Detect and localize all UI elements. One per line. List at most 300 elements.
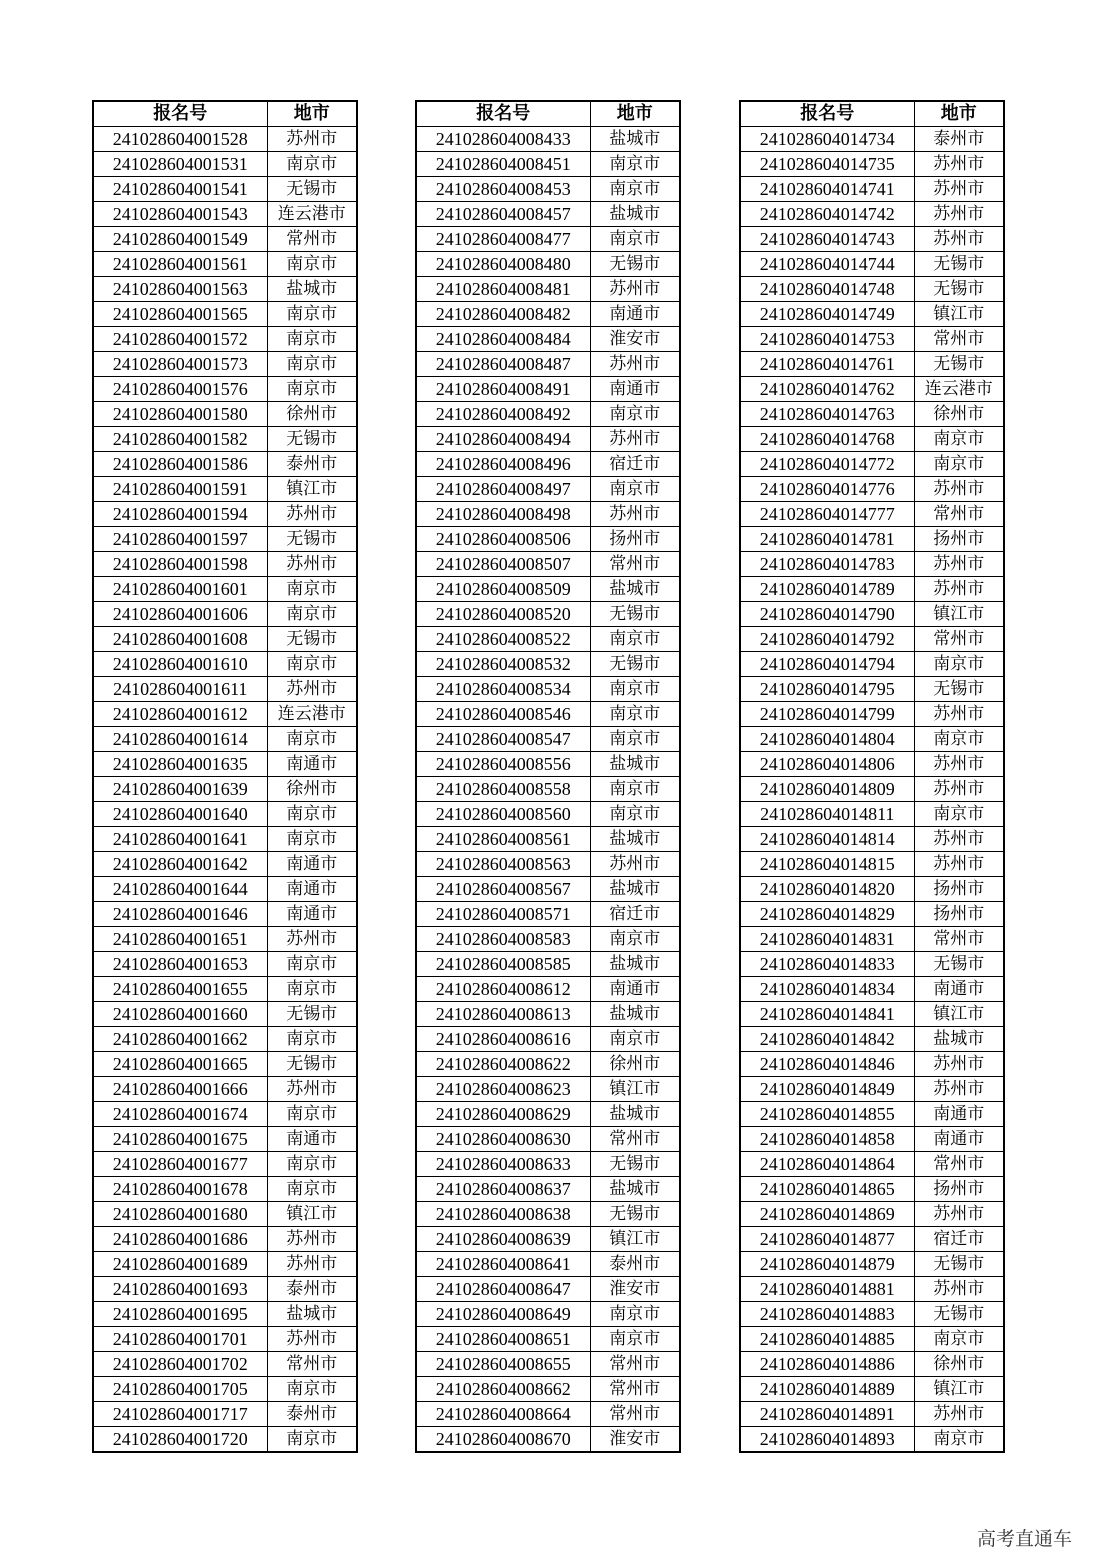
table-row [740,752,1004,777]
registration-number: 241028604014809 [740,777,914,802]
registration-number: 241028604001665 [93,1052,267,1077]
table-row [416,802,680,827]
table-row [740,952,1004,977]
registration-number: 241028604001680 [93,1202,267,1227]
table-row [740,1177,1004,1202]
table-row [416,1227,680,1252]
table-row [416,902,680,927]
table-row [740,1002,1004,1027]
city-cell: 淮安市 [590,327,680,352]
registration-number: 241028604008637 [416,1177,590,1202]
table-row [416,427,680,452]
roster-table-3 [739,100,1005,1453]
table-row [416,1302,680,1327]
registration-number: 241028604001580 [93,402,267,427]
registration-number: 241028604014806 [740,752,914,777]
table-row [740,777,1004,802]
registration-number: 241028604001572 [93,327,267,352]
city-cell: 南京市 [590,227,680,252]
registration-number: 241028604008670 [416,1427,590,1453]
city-cell: 苏州市 [914,552,1004,577]
table-row [416,852,680,877]
city-cell: 南京市 [267,1427,357,1453]
table-row [416,777,680,802]
registration-number: 241028604008639 [416,1227,590,1252]
city-cell: 南京市 [914,652,1004,677]
table-row [93,1027,357,1052]
city-cell: 常州市 [590,1377,680,1402]
city-cell: 无锡市 [267,627,357,652]
city-cell: 南京市 [914,1327,1004,1352]
registration-number: 241028604001695 [93,1302,267,1327]
registration-number: 241028604014743 [740,227,914,252]
table-row [416,577,680,602]
registration-number: 241028604001701 [93,1327,267,1352]
roster-table-1 [92,100,358,1453]
registration-number: 241028604014741 [740,177,914,202]
registration-number: 241028604008481 [416,277,590,302]
registration-number: 241028604008433 [416,127,590,152]
table-row [416,152,680,177]
registration-number: 241028604014763 [740,402,914,427]
registration-number: 241028604008496 [416,452,590,477]
city-cell: 无锡市 [267,1052,357,1077]
registration-number: 241028604001614 [93,727,267,752]
table-row [93,1427,357,1453]
city-cell: 苏州市 [914,1402,1004,1427]
city-cell: 徐州市 [267,777,357,802]
registration-number: 241028604014893 [740,1427,914,1453]
registration-number: 241028604001635 [93,752,267,777]
registration-number: 241028604014811 [740,802,914,827]
city-cell: 苏州市 [914,1277,1004,1302]
city-cell: 无锡市 [914,352,1004,377]
table-row [93,702,357,727]
registration-number: 241028604008497 [416,477,590,502]
registration-number: 241028604008477 [416,227,590,252]
table-row [740,227,1004,252]
registration-number: 241028604014865 [740,1177,914,1202]
registration-number: 241028604001686 [93,1227,267,1252]
city-cell: 苏州市 [914,777,1004,802]
city-cell: 泰州市 [267,452,357,477]
city-cell: 苏州市 [914,1077,1004,1102]
registration-number: 241028604001531 [93,152,267,177]
table-row [93,852,357,877]
registration-number: 241028604001693 [93,1277,267,1302]
table-row [740,277,1004,302]
table-row [416,602,680,627]
city-cell: 南京市 [914,1427,1004,1453]
city-cell: 苏州市 [914,752,1004,777]
table-row [740,1352,1004,1377]
city-cell: 南京市 [267,327,357,352]
city-cell: 南京市 [267,577,357,602]
table-row [740,477,1004,502]
city-cell: 南京市 [267,1102,357,1127]
registration-number: 241028604008623 [416,1077,590,1102]
table-row [416,702,680,727]
table-row [93,277,357,302]
city-cell: 南京市 [267,827,357,852]
header-city: 地市 [590,101,680,127]
city-cell: 南京市 [267,377,357,402]
table-row [740,702,1004,727]
registration-number: 241028604014849 [740,1077,914,1102]
registration-number: 241028604001598 [93,552,267,577]
registration-number: 241028604001597 [93,527,267,552]
table-row [93,777,357,802]
table-row [740,127,1004,152]
city-cell: 南京市 [267,1377,357,1402]
table-row [93,1402,357,1427]
table-row [416,1027,680,1052]
city-cell: 泰州市 [590,1252,680,1277]
city-cell: 徐州市 [590,1052,680,1077]
registration-number: 241028604014795 [740,677,914,702]
table-row [740,1027,1004,1052]
header-id: 报名号 [740,101,914,127]
header-city: 地市 [914,101,1004,127]
table-row [416,877,680,902]
table-row [740,852,1004,877]
city-cell: 南通市 [267,877,357,902]
city-cell: 无锡市 [590,252,680,277]
city-cell: 盐城市 [267,1302,357,1327]
city-cell: 苏州市 [914,1052,1004,1077]
city-cell: 徐州市 [267,402,357,427]
city-cell: 无锡市 [590,602,680,627]
table-row [93,1002,357,1027]
city-cell: 宿迁市 [590,902,680,927]
city-cell: 镇江市 [590,1077,680,1102]
table-row [416,402,680,427]
registration-number: 241028604008558 [416,777,590,802]
city-cell: 无锡市 [914,1252,1004,1277]
registration-number: 241028604001549 [93,227,267,252]
registration-number: 241028604008612 [416,977,590,1002]
table-row [740,1102,1004,1127]
registration-number: 241028604008522 [416,627,590,652]
registration-number: 241028604008647 [416,1277,590,1302]
city-cell: 苏州市 [267,1227,357,1252]
registration-number: 241028604001541 [93,177,267,202]
table-row [93,1352,357,1377]
table-row [416,927,680,952]
table-row [740,577,1004,602]
city-cell: 南京市 [267,652,357,677]
registration-number: 241028604001608 [93,627,267,652]
city-cell: 徐州市 [914,402,1004,427]
table-row [416,527,680,552]
table-row [740,1377,1004,1402]
table-row [740,1127,1004,1152]
city-cell: 连云港市 [914,377,1004,402]
city-cell: 南京市 [590,1302,680,1327]
table-row [93,952,357,977]
registration-number: 241028604001677 [93,1152,267,1177]
city-cell: 常州市 [267,1352,357,1377]
registration-number: 241028604001610 [93,652,267,677]
table-row [740,1052,1004,1077]
registration-number: 241028604014846 [740,1052,914,1077]
city-cell: 镇江市 [590,1227,680,1252]
table-row [93,677,357,702]
city-cell: 南京市 [267,1152,357,1177]
table-row [416,177,680,202]
roster-table-2 [415,100,681,1453]
table-row [740,902,1004,927]
table-row [93,152,357,177]
table-row [416,277,680,302]
registration-number: 241028604014744 [740,252,914,277]
registration-number: 241028604014885 [740,1327,914,1352]
registration-number: 241028604001606 [93,602,267,627]
registration-number: 241028604008561 [416,827,590,852]
table-row [740,652,1004,677]
city-cell: 镇江市 [267,477,357,502]
table-row [740,802,1004,827]
table-row [740,252,1004,277]
city-cell: 苏州市 [590,352,680,377]
table-row [416,352,680,377]
table-row [740,827,1004,852]
table-row [740,1152,1004,1177]
city-cell: 宿迁市 [914,1227,1004,1252]
registration-number: 241028604014772 [740,452,914,477]
city-cell: 苏州市 [590,427,680,452]
city-cell: 苏州市 [914,577,1004,602]
table-row [93,602,357,627]
registration-number: 241028604001582 [93,427,267,452]
city-cell: 南京市 [267,152,357,177]
city-cell: 无锡市 [590,1202,680,1227]
city-cell: 南京市 [590,1327,680,1352]
registration-number: 241028604001655 [93,977,267,1002]
city-cell: 淮安市 [590,1427,680,1453]
city-cell: 南京市 [267,252,357,277]
registration-number: 241028604008651 [416,1327,590,1352]
table-row [416,1052,680,1077]
registration-number: 241028604008638 [416,1202,590,1227]
registration-number: 241028604014794 [740,652,914,677]
registration-number: 241028604014879 [740,1252,914,1277]
registration-number: 241028604008629 [416,1102,590,1127]
registration-number: 241028604008547 [416,727,590,752]
table-row [740,1227,1004,1252]
registration-number: 241028604001702 [93,1352,267,1377]
table-row [740,602,1004,627]
registration-number: 241028604014783 [740,552,914,577]
city-cell: 镇江市 [914,1002,1004,1027]
registration-number: 241028604001642 [93,852,267,877]
table-row [416,502,680,527]
table-row [416,627,680,652]
city-cell: 泰州市 [267,1402,357,1427]
city-cell: 南京市 [267,1027,357,1052]
table-row [740,927,1004,952]
city-cell: 苏州市 [914,227,1004,252]
city-cell: 南京市 [590,677,680,702]
registration-number: 241028604014753 [740,327,914,352]
table-row [93,302,357,327]
city-cell: 扬州市 [590,527,680,552]
table-row [740,1202,1004,1227]
city-cell: 苏州市 [267,677,357,702]
city-cell: 南通市 [914,1127,1004,1152]
registration-number: 241028604008622 [416,1052,590,1077]
city-cell: 盐城市 [267,277,357,302]
city-cell: 盐城市 [590,1002,680,1027]
city-cell: 南通市 [267,752,357,777]
table-row [740,402,1004,427]
table-row [416,302,680,327]
registration-number: 241028604008520 [416,602,590,627]
city-cell: 盐城市 [590,752,680,777]
table-row [416,1177,680,1202]
city-cell: 苏州市 [914,852,1004,877]
header-row [416,101,680,127]
registration-number: 241028604008457 [416,202,590,227]
city-cell: 南京市 [914,727,1004,752]
city-cell: 苏州市 [914,477,1004,502]
table-row [740,877,1004,902]
header-id: 报名号 [416,101,590,127]
city-cell: 南通市 [267,1127,357,1152]
registration-number: 241028604001675 [93,1127,267,1152]
registration-number: 241028604014829 [740,902,914,927]
table-row [93,527,357,552]
registration-number: 241028604014749 [740,302,914,327]
table-row [740,302,1004,327]
city-cell: 镇江市 [914,302,1004,327]
registration-number: 241028604008664 [416,1402,590,1427]
city-cell: 苏州市 [914,702,1004,727]
table-row [93,1377,357,1402]
registration-number: 241028604008556 [416,752,590,777]
city-cell: 南京市 [590,802,680,827]
city-cell: 连云港市 [267,702,357,727]
city-cell: 无锡市 [914,252,1004,277]
registration-number: 241028604008491 [416,377,590,402]
table-row [416,227,680,252]
header-city: 地市 [267,101,357,127]
table-row [740,202,1004,227]
registration-number: 241028604014792 [740,627,914,652]
registration-number: 241028604008649 [416,1302,590,1327]
table-row [93,177,357,202]
registration-number: 241028604001705 [93,1377,267,1402]
registration-number: 241028604001576 [93,377,267,402]
table-row [416,1127,680,1152]
registration-number: 241028604014877 [740,1227,914,1252]
city-cell: 南京市 [267,352,357,377]
registration-number: 241028604001644 [93,877,267,902]
city-cell: 南京市 [267,977,357,1002]
header-id: 报名号 [93,101,267,127]
table-row [740,502,1004,527]
table-row [416,1002,680,1027]
table-row [93,402,357,427]
table-row [416,1377,680,1402]
table-row [416,1427,680,1453]
city-cell: 无锡市 [914,1302,1004,1327]
registration-number: 241028604014776 [740,477,914,502]
city-cell: 南京市 [267,802,357,827]
table-row [93,1102,357,1127]
registration-number: 241028604001561 [93,252,267,277]
city-cell: 南京市 [590,177,680,202]
registration-number: 241028604008641 [416,1252,590,1277]
city-cell: 苏州市 [590,852,680,877]
city-cell: 常州市 [914,327,1004,352]
city-cell: 南通市 [590,302,680,327]
table-row [416,1252,680,1277]
table-row [416,1402,680,1427]
city-cell: 宿迁市 [590,452,680,477]
registration-number: 241028604001543 [93,202,267,227]
city-cell: 连云港市 [267,202,357,227]
registration-number: 241028604008506 [416,527,590,552]
table-row [416,752,680,777]
registration-number: 241028604008498 [416,502,590,527]
registration-number: 241028604014889 [740,1377,914,1402]
city-cell: 南京市 [590,402,680,427]
table-row [93,452,357,477]
registration-number: 241028604014858 [740,1127,914,1152]
city-cell: 苏州市 [914,1202,1004,1227]
registration-number: 241028604014734 [740,127,914,152]
registration-number: 241028604008583 [416,927,590,952]
table-row [416,727,680,752]
table-row [93,227,357,252]
table-row [93,727,357,752]
registration-number: 241028604014742 [740,202,914,227]
table-row [93,1227,357,1252]
table-row [740,327,1004,352]
city-cell: 常州市 [914,627,1004,652]
table-row [740,677,1004,702]
city-cell: 南通市 [914,977,1004,1002]
city-cell: 无锡市 [914,952,1004,977]
table-row [740,977,1004,1002]
city-cell: 苏州市 [914,177,1004,202]
registration-number: 241028604001573 [93,352,267,377]
registration-number: 241028604008507 [416,552,590,577]
table-row [93,927,357,952]
city-cell: 南京市 [914,802,1004,827]
table-row [93,1202,357,1227]
registration-number: 241028604008492 [416,402,590,427]
registration-number: 241028604008484 [416,327,590,352]
registration-number: 241028604008630 [416,1127,590,1152]
registration-number: 241028604001563 [93,277,267,302]
registration-number: 241028604014883 [740,1302,914,1327]
city-cell: 无锡市 [590,652,680,677]
city-cell: 苏州市 [590,277,680,302]
table-row [93,752,357,777]
registration-number: 241028604008546 [416,702,590,727]
table-row [93,202,357,227]
registration-number: 241028604001651 [93,927,267,952]
registration-number: 241028604008534 [416,677,590,702]
city-cell: 常州市 [914,502,1004,527]
city-cell: 南京市 [590,627,680,652]
table-row [740,352,1004,377]
table-row [93,977,357,1002]
city-cell: 南京市 [590,1027,680,1052]
registration-number: 241028604014833 [740,952,914,977]
